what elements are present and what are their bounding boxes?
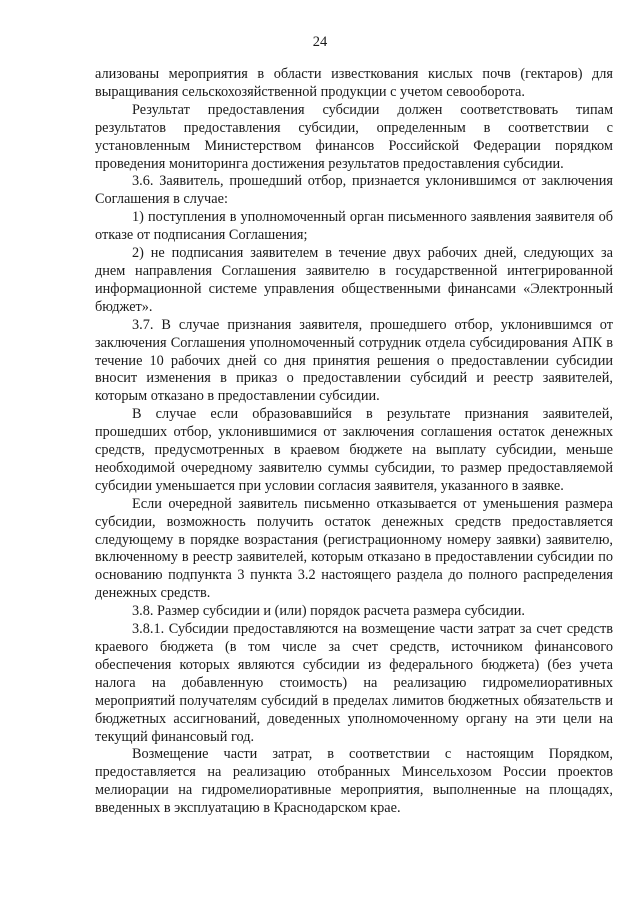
paragraph-4: 1) поступления в уполномоченный орган письменного заявления заявителя об отказе от подписания Соглашения; [95, 209, 613, 244]
paragraph-11: Возмещение части затрат, в соответствии с настоящим Порядком, предоставляется на реализацию отобранных Минсельхозом России проектов мелиорации на гидромелиоративные мероприятия, выполненные на площадях, введенных в эксплуатацию в Краснодарском крае. [95, 746, 613, 817]
paragraph-7: В случае если образовавшийся в результате признания заявителей, прошедших отбор, уклонившимися от заключения соглашения остаток денежных средств, предусмотренных в краевом бюджете на выплату субсидии, меньше необходимой очередному заявителю суммы субсидии, то размер предоставляемой субсидии уменьшается при условии согласия заявителя, указанного в заявке. [95, 406, 613, 494]
paragraph-8: Если очередной заявитель письменно отказывается от уменьшения размера субсидии, возможность получить остаток денежных средств предоставляется следующему в порядке возрастания (регистрационному номеру заявки) заявителю, включенному в реестр заявителей, которым отказано в предоставлении субсидии по основанию подпункта 3 пункта 3.2 настоящего раздела до полного распределения денежных средств. [95, 495, 613, 602]
paragraph-6: 3.7. В случае признания заявителя, прошедшего отбор, уклонившимся от заключения Соглашения уполномоченный сотрудник отдела субсидирования АПК в течение 10 рабочих дней со дня принятия решения о предоставлении субсидии вносит изменения в приказ о предоставлении субсидий и реестр заявителей, которым отказано в предоставлении субсидии. [95, 316, 613, 405]
page-number: 24 [312, 34, 328, 50]
paragraph-5: 2) не подписания заявителем в течение двух рабочих дней, следующих за днем направления Соглашения заявителю в государственной интегрированной информационной системе управления общественными финансами «Электронный бюджет». [95, 245, 613, 315]
paragraph-1: ализованы мероприятия в области известкования кислых почв (гектаров) для выращивания сельскохозяйственной продукции с учетом севооборота. [95, 66, 613, 100]
document-body [95, 66, 613, 818]
paragraph-3: 3.6. Заявитель, прошедший отбор, признается уклонившимся от заключения Соглашения в случае: [95, 173, 613, 208]
paragraph-10: 3.8.1. Субсидии предоставляются на возмещение части затрат за счет средств краевого бюджета (в том числе за счет средств, источником финансового обеспечения которых являются субсидии из федерального бюджета) (без учета налога на добавленную стоимость) на реализацию гидромелиоративных мероприятий получателям субсидий в пределах лимитов бюджетных обязательств и бюджетных ассигнований, доведенных уполномоченному органу на эти цели на текущий финансовый год. [95, 621, 613, 745]
paragraph-2: Результат предоставления субсидии должен соответствовать типам результатов предоставления субсидии, определенным в соответствии с установленным Министерством финансов Российской Федерации порядком проведения мониторинга достижения результатов предоставления субсидии. [95, 101, 613, 172]
paragraph-9: 3.8. Размер субсидии и (или) порядок расчета размера субсидии. [132, 603, 526, 620]
